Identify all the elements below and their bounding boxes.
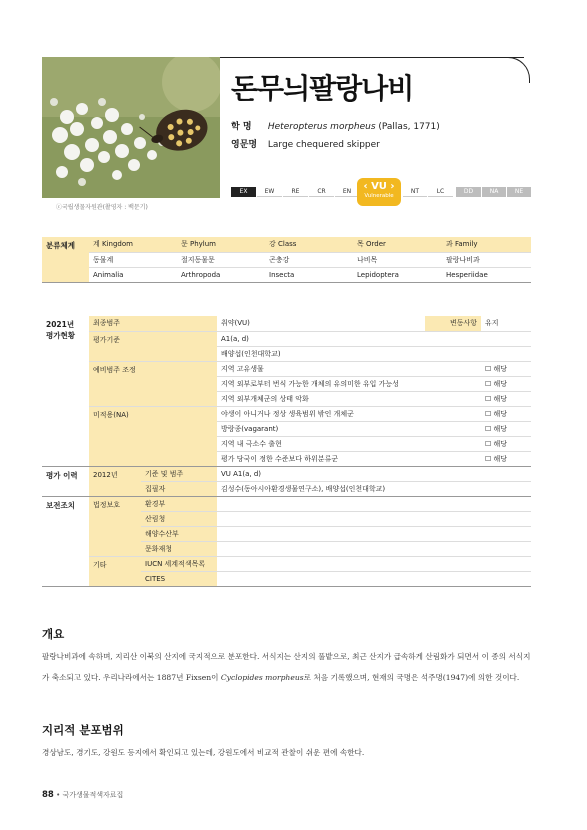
section-2021-status: 2021년 평가현황 [42, 316, 89, 466]
current-category-word: Vulnerable [364, 193, 394, 199]
na-item: 야생이 아니거나 정상 생육범위 밖인 개체군 [217, 406, 481, 421]
taxonomy-table [42, 237, 531, 283]
english-name-label: 영문명 [231, 140, 258, 150]
na-label: 미적용(NA) [89, 406, 217, 466]
final-category-label: 최종범주 [89, 316, 217, 331]
footer-bullet: • [56, 791, 63, 799]
scientific-name: Heteropterus morpheus [267, 122, 376, 132]
species-photo [42, 57, 220, 198]
footer-title: 국가생물적색자료집 [62, 791, 124, 799]
change-label: 변동사항 [425, 316, 481, 331]
legal-item: 산림청 [141, 511, 217, 526]
header-rule-curve [506, 57, 530, 83]
legal-item-value [217, 526, 531, 541]
legal-item-value [217, 511, 531, 526]
checkbox-applicable[interactable]: ☐ 해당 [481, 451, 531, 466]
checkbox-applicable[interactable]: ☐ 해당 [481, 361, 531, 376]
checkbox-applicable[interactable]: ☐ 해당 [481, 391, 531, 406]
history-author-value: 김성수(동아시아환경생물연구소), 배양섭(인천대학교) [217, 481, 531, 496]
english-name: Large chequered skipper [267, 140, 380, 150]
taxonomy-latin: Insecta [265, 267, 353, 282]
taxonomy-latin: Arthropoda [177, 267, 265, 282]
taxonomy-header: 목 Order [353, 237, 442, 252]
taxonomy-row-header: 분류체계 [42, 237, 89, 282]
category-re: RE [283, 187, 308, 197]
category-ew: EW [257, 187, 282, 197]
category-ex: EX [231, 187, 256, 197]
category-en: EN [335, 187, 359, 197]
taxonomy-korean: 팔랑나비과 [442, 252, 531, 267]
na-item: 지역 내 극소수 출현 [217, 436, 481, 451]
history-criteria-label: 기준 및 범주 [141, 466, 217, 481]
change-value: 유지 [481, 316, 531, 331]
category-ne: NE [507, 187, 531, 197]
history-criteria-value: VU A1(a, d) [217, 466, 531, 481]
section-conservation: 보전조치 [42, 496, 89, 586]
scientific-author: (Pallas, 1771) [375, 122, 440, 132]
legal-item-value [217, 496, 531, 511]
evaluation-table [42, 316, 531, 587]
current-category-code: ‹ VU › [363, 181, 395, 192]
adjust-item: 지역 외부개체군의 상태 악화 [217, 391, 481, 406]
checkbox-applicable[interactable]: ☐ 해당 [481, 376, 531, 391]
checkbox-applicable[interactable]: ☐ 해당 [481, 436, 531, 451]
legal-item: 문화재청 [141, 541, 217, 556]
other-item-value [217, 556, 531, 571]
taxonomy-latin: Lepidoptera [353, 267, 442, 282]
distribution-paragraph: 경상남도, 경기도, 강원도 등지에서 확인되고 있는데, 강원도에서 비교적 관찰이 쉬운 편에 속한다. [42, 748, 365, 757]
category-lc: LC [428, 187, 453, 197]
taxonomy-header: 계 Kingdom [89, 237, 177, 252]
taxonomy-latin: Hesperiidae [442, 267, 531, 282]
current-category-badge [357, 178, 401, 206]
butterfly-photo-illustration [42, 57, 220, 198]
history-year: 2012년 [89, 466, 141, 496]
taxonomy-korean: 절지동물문 [177, 252, 265, 267]
legal-item: 환경부 [141, 496, 217, 511]
adjust-item: 지역 외부로부터 번식 가능한 개체의 유의미한 유입 가능성 [217, 376, 481, 391]
taxonomy-korean: 나비목 [353, 252, 442, 267]
taxonomy-header: 과 Family [442, 237, 531, 252]
legal-item: 해양수산부 [141, 526, 217, 541]
taxonomy-header: 강 Class [265, 237, 353, 252]
overview-paragraph: 팔랑나비과에 속하며, 지리산 이북의 산지에 국지적으로 분포한다. 서식지는 산지의 풀밭으로, 최근 산지가 급속하게 산림화가 되면서 이 종의 서식지가 축소되고 있다. 우리나라에서는 1887년 Fixsen이 Cyclopides morpheus로 처음 기록했으며, 현재의 국명은 석주명(1947)에 의한 것이다. [42, 652, 531, 682]
final-category-value: 취약(VU) [217, 316, 425, 331]
legal-protection-label: 법정보호 [89, 496, 141, 556]
overview-heading: 개요 [42, 627, 65, 641]
photo-credit: ⓒ국립생물자원관(촬영자 : 백문기) [56, 204, 148, 211]
other-label: 기타 [89, 556, 141, 586]
page-number: 88 [42, 790, 54, 800]
taxonomy-korean: 곤충강 [265, 252, 353, 267]
checkbox-applicable[interactable]: ☐ 해당 [481, 406, 531, 421]
legal-item-value [217, 541, 531, 556]
taxonomy-header: 문 Phylum [177, 237, 265, 252]
category-cr: CR [309, 187, 334, 197]
taxonomy-korean: 동물계 [89, 252, 177, 267]
criteria-label: 평가기준 [89, 331, 217, 361]
category-dd: DD [456, 187, 481, 197]
na-item: 방랑종(vagarant) [217, 421, 481, 436]
na-item: 평가 당국이 정한 수준보다 하위분류군 [217, 451, 481, 466]
distribution-heading: 지리적 분포범위 [42, 723, 124, 737]
taxonomy-latin: Animalia [89, 267, 177, 282]
adjust-label: 예비범주 조정 [89, 361, 217, 406]
scientific-name-label: 학 명 [231, 122, 252, 132]
category-na: NA [482, 187, 506, 197]
history-author-label: 집필자 [141, 481, 217, 496]
criteria-value: A1(a, d) [217, 331, 531, 346]
header-rule [220, 57, 524, 58]
section-history: 평가 이력 [42, 466, 89, 496]
english-name-row [231, 137, 380, 150]
scientific-name-row [231, 119, 440, 132]
checkbox-applicable[interactable]: ☐ 해당 [481, 421, 531, 436]
other-item-value [217, 571, 531, 586]
page-title: 돈무늬팔랑나비 [231, 72, 414, 105]
adjust-item: 지역 고유생물 [217, 361, 481, 376]
assessor: 배양섭(인천대학교) [217, 346, 531, 361]
other-item: IUCN 세계적색목록 [141, 556, 217, 571]
category-nt: NT [403, 187, 427, 197]
page-footer [42, 790, 123, 800]
other-item: CITES [141, 571, 217, 586]
